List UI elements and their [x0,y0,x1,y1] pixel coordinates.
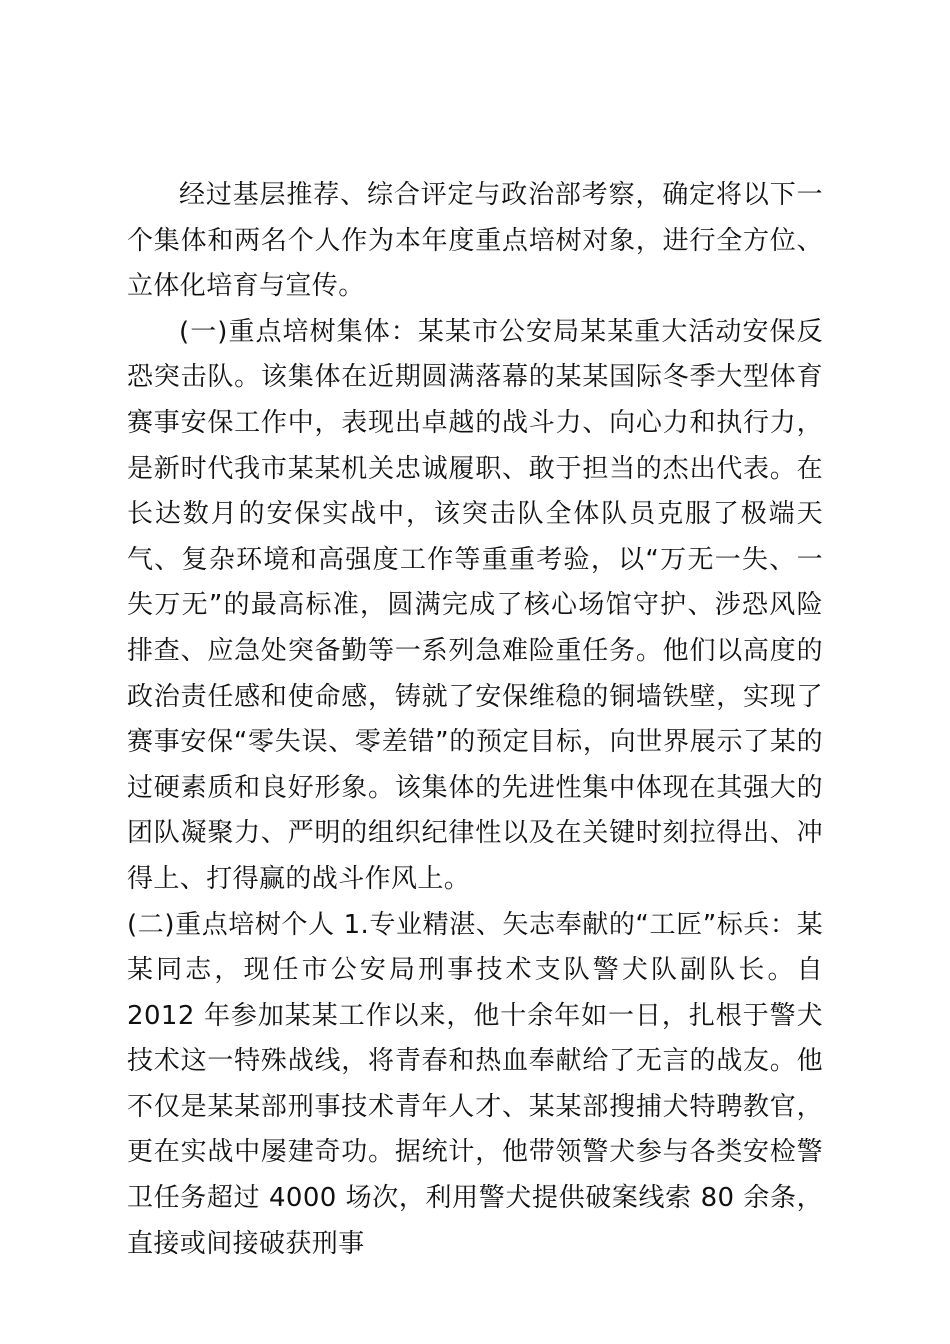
paragraph-collective: (一)重点培树集体：某某市公安局某某重大活动安保反恐突击队。该集体在近期圆满落幕的某某国际冬季大型体育赛事安保工作中，表现出卓越的战斗力、向心力和执行力，是新时代我市某某机关忠诚履职、敢于担当的杰出代表。在长达数月的安保实战中，该突击队全体队员克服了极端天气、复杂环境和高强度工作等重重考验，以“万无一失、一失万无”的最高标准，圆满完成了核心场馆守护、涉恐风险排查、应急处突备勤等一系列急难险重任务。他们以高度的政治责任感和使命感，铸就了安保维稳的铜墙铁壁，实现了赛事安保“零失误、零差错”的预定目标，向世界展示了某的过硬素质和良好形象。该集体的先进性集中体现在其强大的团队凝聚力、严明的组织纪律性以及在关键时刻拉得出、冲得上、打得赢的战斗作风上。 [127,316,823,894]
document-body [127,173,823,1267]
paragraph-individual: (二)重点培树个人 1.专业精湛、矢志奉献的“工匠”标兵：某某同志，现任市公安局刑事技术支队警犬队副队长。自 2012 年参加某某工作以来，他十余年如一日，扎根于警犬技术这一特殊战线，将青春和热血奉献给了无言的战友。他不仅是某某部刑事技术青年人才、某某部搜捕犬特聘教官，更在实战中屡建奇功。据统计，他带领警犬参与各类安检警卫任务超过 4000 场次，利用警犬提供破案线索 80 余条，直接或间接破获刑事 [127,909,823,1259]
paragraph-intro: 经过基层推荐、综合评定与政治部考察，确定将以下一个集体和两名个人作为本年度重点培树对象，进行全方位、立体化培育与宣传。 [127,180,823,302]
